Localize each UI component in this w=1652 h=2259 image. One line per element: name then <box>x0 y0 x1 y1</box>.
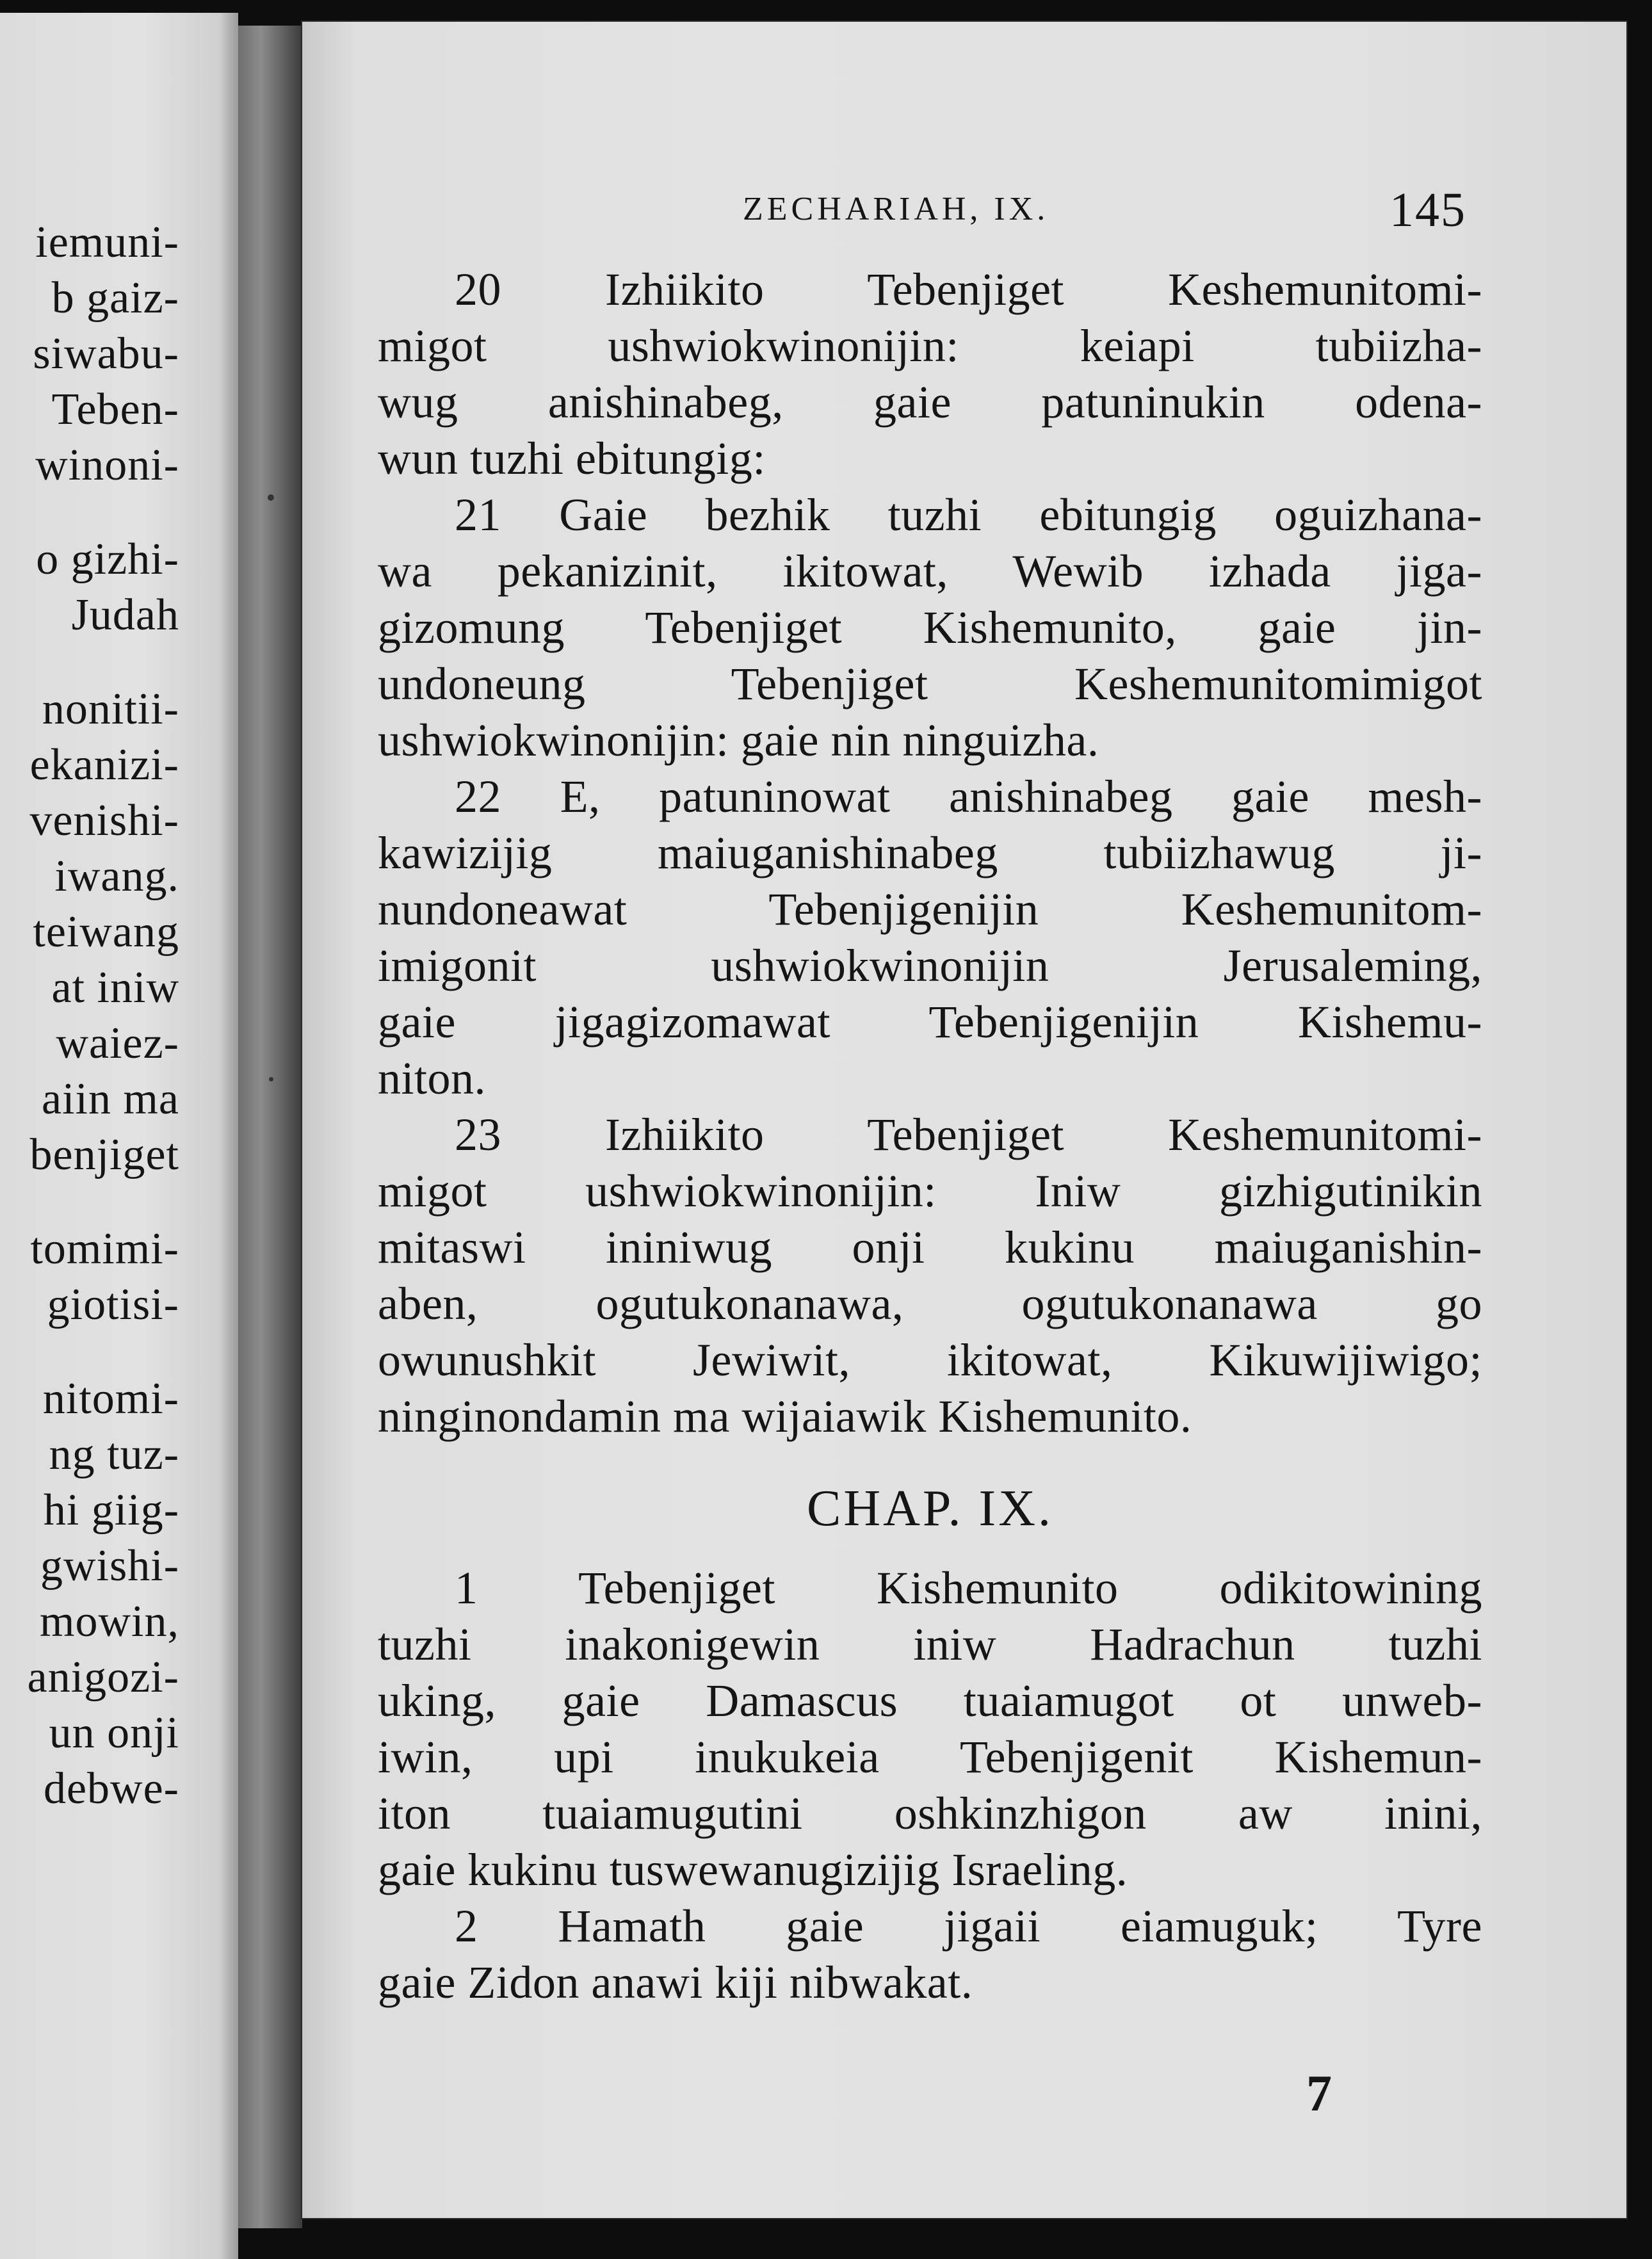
previous-page-line: mowin, <box>40 1597 179 1646</box>
previous-page-line: tomimi- <box>30 1224 179 1274</box>
verse-line: gizomung Tebenjiget Kishemunito, gaie jin- <box>378 602 1482 653</box>
verse <box>378 1898 1482 2011</box>
previous-page-line: un onji <box>49 1708 179 1758</box>
spacer <box>378 1445 1482 1470</box>
chapter-heading: CHAP. IX. <box>807 1480 1053 1537</box>
previous-page-line: aiin ma <box>42 1074 179 1124</box>
previous-page-line: debwe- <box>43 1764 179 1813</box>
previous-page-line: siwabu- <box>33 329 179 378</box>
previous-page-line: giotisi- <box>47 1280 179 1329</box>
previous-page-line: iemuni- <box>35 218 179 267</box>
verse-line: 22 E, patuninowat anishinabeg gaie mesh- <box>455 771 1482 822</box>
previous-page-line: iwang. <box>54 852 179 901</box>
verse <box>378 261 1482 487</box>
line-gap <box>0 643 179 681</box>
signature-mark: 7 <box>1306 2066 1332 2122</box>
verse-line: 21 Gaie bezhik tuzhi ebitungig oguizhana- <box>455 489 1482 540</box>
line-gap <box>0 1183 179 1221</box>
previous-page-line: waiez- <box>56 1019 179 1068</box>
previous-page-fragment <box>0 13 238 2259</box>
verse-line: imigonit ushwiokwinonijin Jerusaleming, <box>378 940 1482 991</box>
chapter-verses-section <box>378 1560 1482 2011</box>
verse-line: niton. <box>378 1053 487 1104</box>
verse-line: uking, gaie Damascus tuaiamugot ot unweb- <box>378 1675 1482 1726</box>
verse-line: wun tuzhi ebitungig: <box>378 433 766 484</box>
verse-line: nundoneawat Tebenjigenijin Keshemunitom- <box>378 884 1482 935</box>
dust-speck <box>269 1077 273 1081</box>
previous-page-text <box>0 215 179 1817</box>
previous-page-line: o gizhi- <box>36 535 179 584</box>
line-gap <box>0 1332 179 1371</box>
verse-line: gaie Zidon anawi kiji nibwakat. <box>378 1957 973 2008</box>
verse-line: 20 Izhiikito Tebenjiget Keshemunitomi- <box>455 264 1482 315</box>
previous-page-line: ekanizi- <box>29 740 179 789</box>
verse-line: tuzhi inakonigewin iniw Hadrachun tuzhi <box>378 1619 1482 1670</box>
verse <box>378 1106 1482 1445</box>
page-number: 145 <box>1389 183 1466 237</box>
verse-line: 1 Tebenjiget Kishemunito odikitowining <box>455 1562 1482 1614</box>
previous-page-line: ng tuz- <box>49 1430 179 1479</box>
page-body <box>378 261 1482 2011</box>
verse <box>378 487 1482 768</box>
verse-line: owunushkit Jewiwit, ikitowat, Kikuwijiwigo; <box>378 1334 1482 1386</box>
verse-line: wa pekanizinit, ikitowat, Wewib izhada jiga- <box>378 546 1482 597</box>
line-gap <box>0 493 179 531</box>
previous-page-line: anigozi- <box>27 1653 179 1702</box>
previous-page-line: b gaiz- <box>51 273 179 323</box>
previous-page-line: venishi- <box>29 796 179 845</box>
verse-line: migot ushwiokwinonijin: keiapi tubiizha- <box>378 320 1482 371</box>
previous-page-line: nitomi- <box>42 1374 179 1423</box>
verse-line: gaie jigagizomawat Tebenjigenijin Kishemu- <box>378 996 1482 1048</box>
verse-line: 2 Hamath gaie jigaii eiamuguk; Tyre <box>455 1900 1482 1952</box>
verse-line: iton tuaiamugutini oshkinzhigon aw inini, <box>378 1788 1482 1839</box>
book-gutter <box>238 26 302 2228</box>
previous-page-line: benjiget <box>29 1130 179 1179</box>
verse-line: gaie kukinu tuswewanugizijig Israeling. <box>378 1844 1128 1895</box>
verse-line: kawizijig maiuganishinabeg tubiizhawug ji- <box>378 827 1482 878</box>
previous-page-line: nonitii- <box>42 684 179 734</box>
previous-page-line: winoni- <box>35 441 179 490</box>
previous-page-line: gwishi- <box>40 1541 179 1591</box>
verse-line: ushwiokwinonijin: gaie nin ninguizha. <box>378 715 1099 766</box>
previous-page-line: at iniw <box>51 963 179 1012</box>
verse-line: undoneung Tebenjiget Keshemunitomimigot <box>378 658 1482 709</box>
previous-page-line: teiwang <box>33 907 179 957</box>
verse <box>378 768 1482 1106</box>
verse-line: mitaswi ininiwug onji kukinu maiuganishin- <box>378 1222 1482 1273</box>
dust-speck <box>268 494 274 501</box>
previous-page-line: Teben- <box>51 385 179 434</box>
verse-line: ninginondamin ma wijaiawik Kishemunito. <box>378 1391 1192 1442</box>
verse-line: 23 Izhiikito Tebenjiget Keshemunitomi- <box>455 1109 1482 1160</box>
verse-line: iwin, upi inukukeia Tebenjigenit Kishemun- <box>378 1731 1482 1783</box>
previous-page-line: hi giig- <box>43 1486 179 1535</box>
verses-section <box>378 261 1482 1445</box>
verse-line: aben, ogutukonanawa, ogutukonanawa go <box>378 1278 1482 1329</box>
verse-line: migot ushwiokwinonijin: Iniw gizhigutinikin <box>378 1165 1482 1217</box>
verse-line: wug anishinabeg, gaie patuninukin odena- <box>378 376 1482 428</box>
previous-page-line: Judah <box>71 590 179 640</box>
verse <box>378 1560 1482 1898</box>
running-title: ZECHARIAH, IX. <box>743 191 1049 227</box>
